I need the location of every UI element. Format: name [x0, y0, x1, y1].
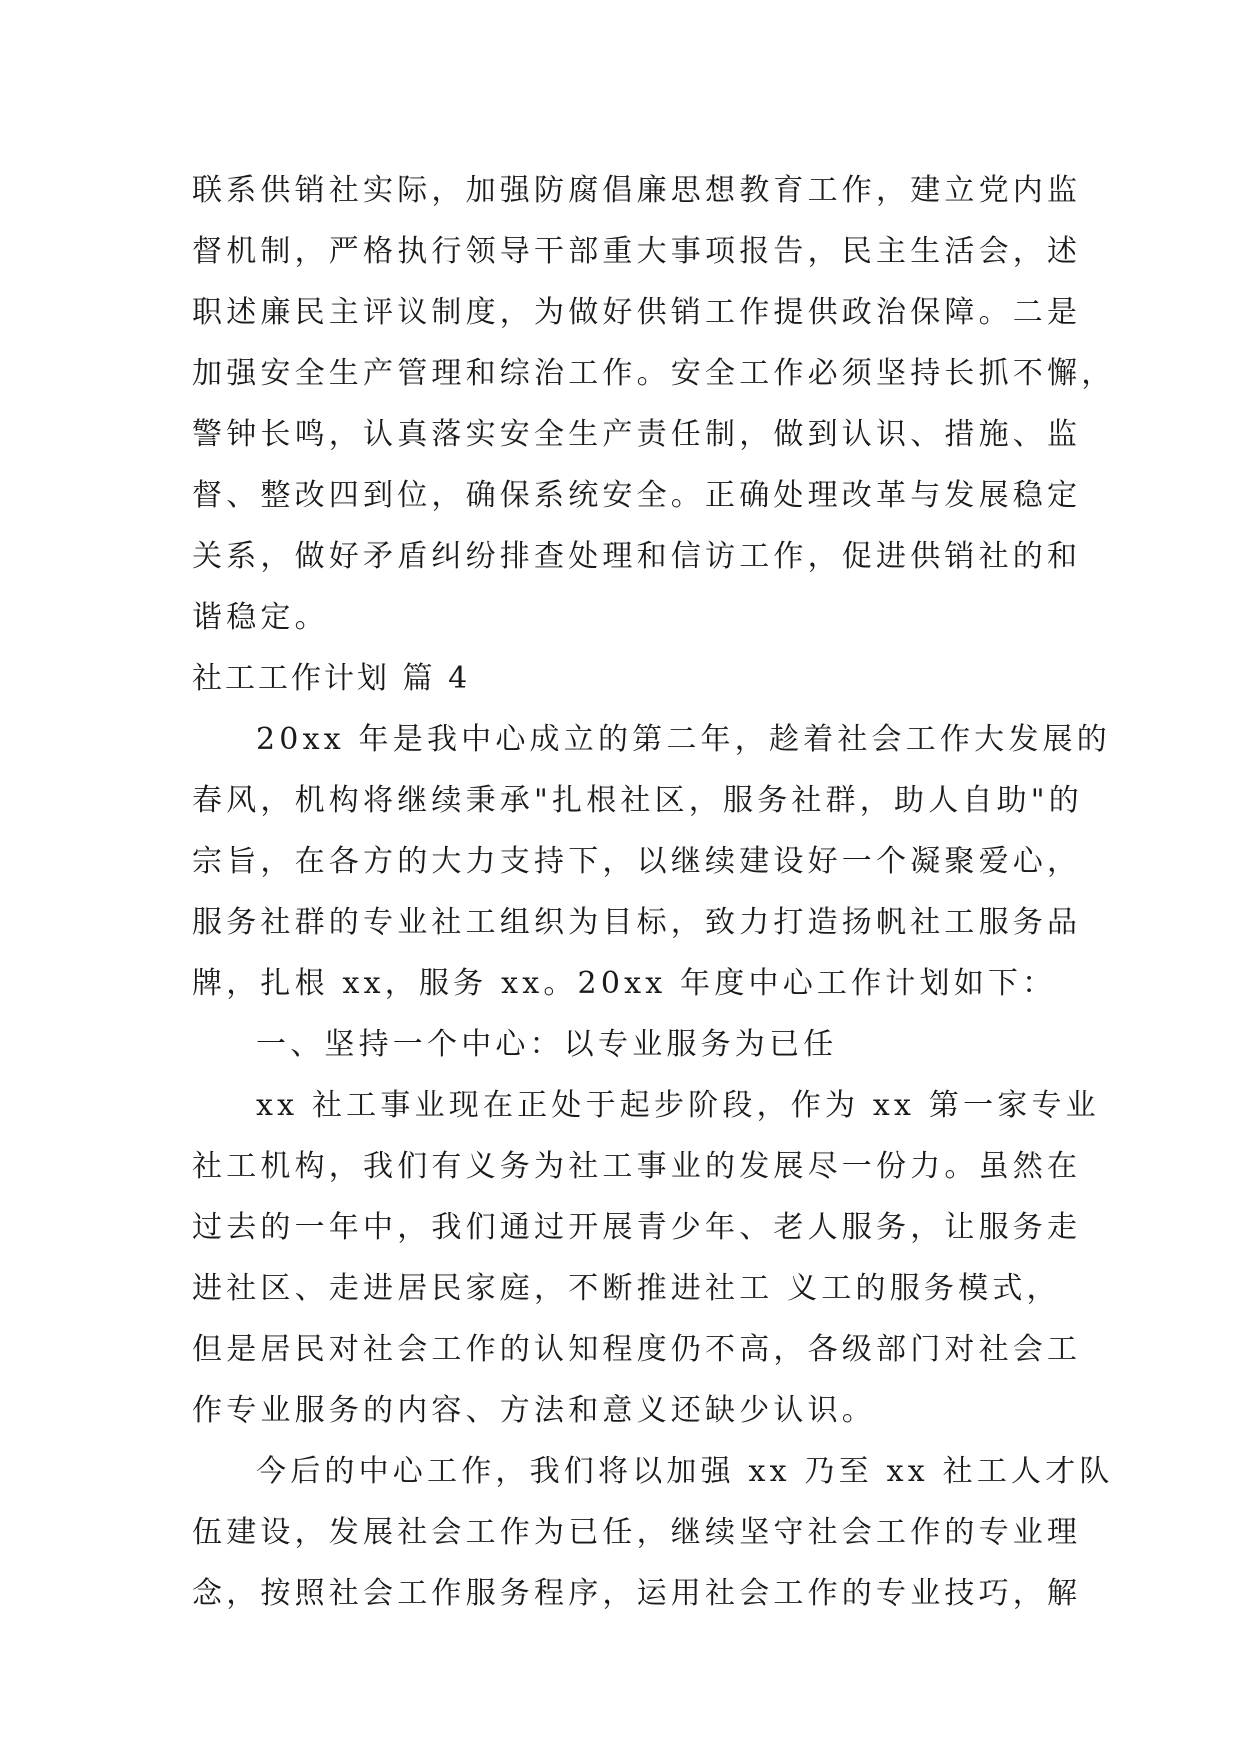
text-line: 联系供销社实际，加强防腐倡廉思想教育工作，建立党内监: [192, 173, 1082, 208]
text-line: 谐稳定。: [192, 600, 329, 635]
text-line: 但是居民对社会工作的认知程度仍不高，各级部门对社会工: [192, 1332, 1082, 1367]
text-line: xx 社工事业现在正处于起步阶段，作为 xx 第一家专业: [256, 1088, 1100, 1123]
document-page: [192, 160, 1116, 1624]
text-line: 念，按照社会工作服务程序，运用社会工作的专业技巧，解: [192, 1576, 1082, 1611]
text-line: 20xx 年是我中心成立的第二年，趁着社会工作大发展的: [256, 722, 1111, 757]
section-heading: 社工工作计划 篇 4: [192, 661, 471, 696]
text-line: 过去的一年中，我们通过开展青少年、老人服务，让服务走: [192, 1210, 1082, 1245]
text-line: 宗旨，在各方的大力支持下，以继续建设好一个凝聚爱心，: [192, 844, 1082, 879]
text-line: 督、整改四到位，确保系统安全。正确处理改革与发展稳定: [192, 478, 1082, 513]
text-line: 服务社群的专业社工组织为目标，致力打造扬帆社工服务品: [192, 905, 1082, 940]
text-line: 督机制，严格执行领导干部重大事项报告，民主生活会，述: [192, 234, 1082, 269]
text-line: 警钟长鸣，认真落实安全生产责任制，做到认识、措施、监: [192, 417, 1082, 452]
text-line: 关系，做好矛盾纠纷排查处理和信访工作，促进供销社的和: [192, 539, 1082, 574]
subheading-line: 一、坚持一个中心：以专业服务为已任: [256, 1027, 838, 1062]
text-line: 进社区、走进居民家庭，不断推进社工 义工的服务模式，: [192, 1271, 1061, 1306]
text-line: 牌，扎根 xx，服务 xx。20xx 年度中心工作计划如下：: [192, 966, 1057, 1001]
text-line: 职述廉民主评议制度，为做好供销工作提供政治保障。二是: [192, 295, 1082, 330]
text-line: 社工机构，我们有义务为社工事业的发展尽一份力。虽然在: [192, 1149, 1082, 1184]
text-line: 伍建设，发展社会工作为已任，继续坚守社会工作的专业理: [192, 1515, 1082, 1550]
text-line: 加强安全生产管理和综治工作。安全工作必须坚持长抓不懈，: [192, 356, 1116, 391]
text-line: 春风，机构将继续秉承"扎根社区，服务社群，助人自助"的: [192, 783, 1083, 818]
text-line: 作专业服务的内容、方法和意义还缺少认识。: [192, 1393, 876, 1428]
text-line: 今后的中心工作，我们将以加强 xx 乃至 xx 社工人才队: [256, 1454, 1114, 1489]
